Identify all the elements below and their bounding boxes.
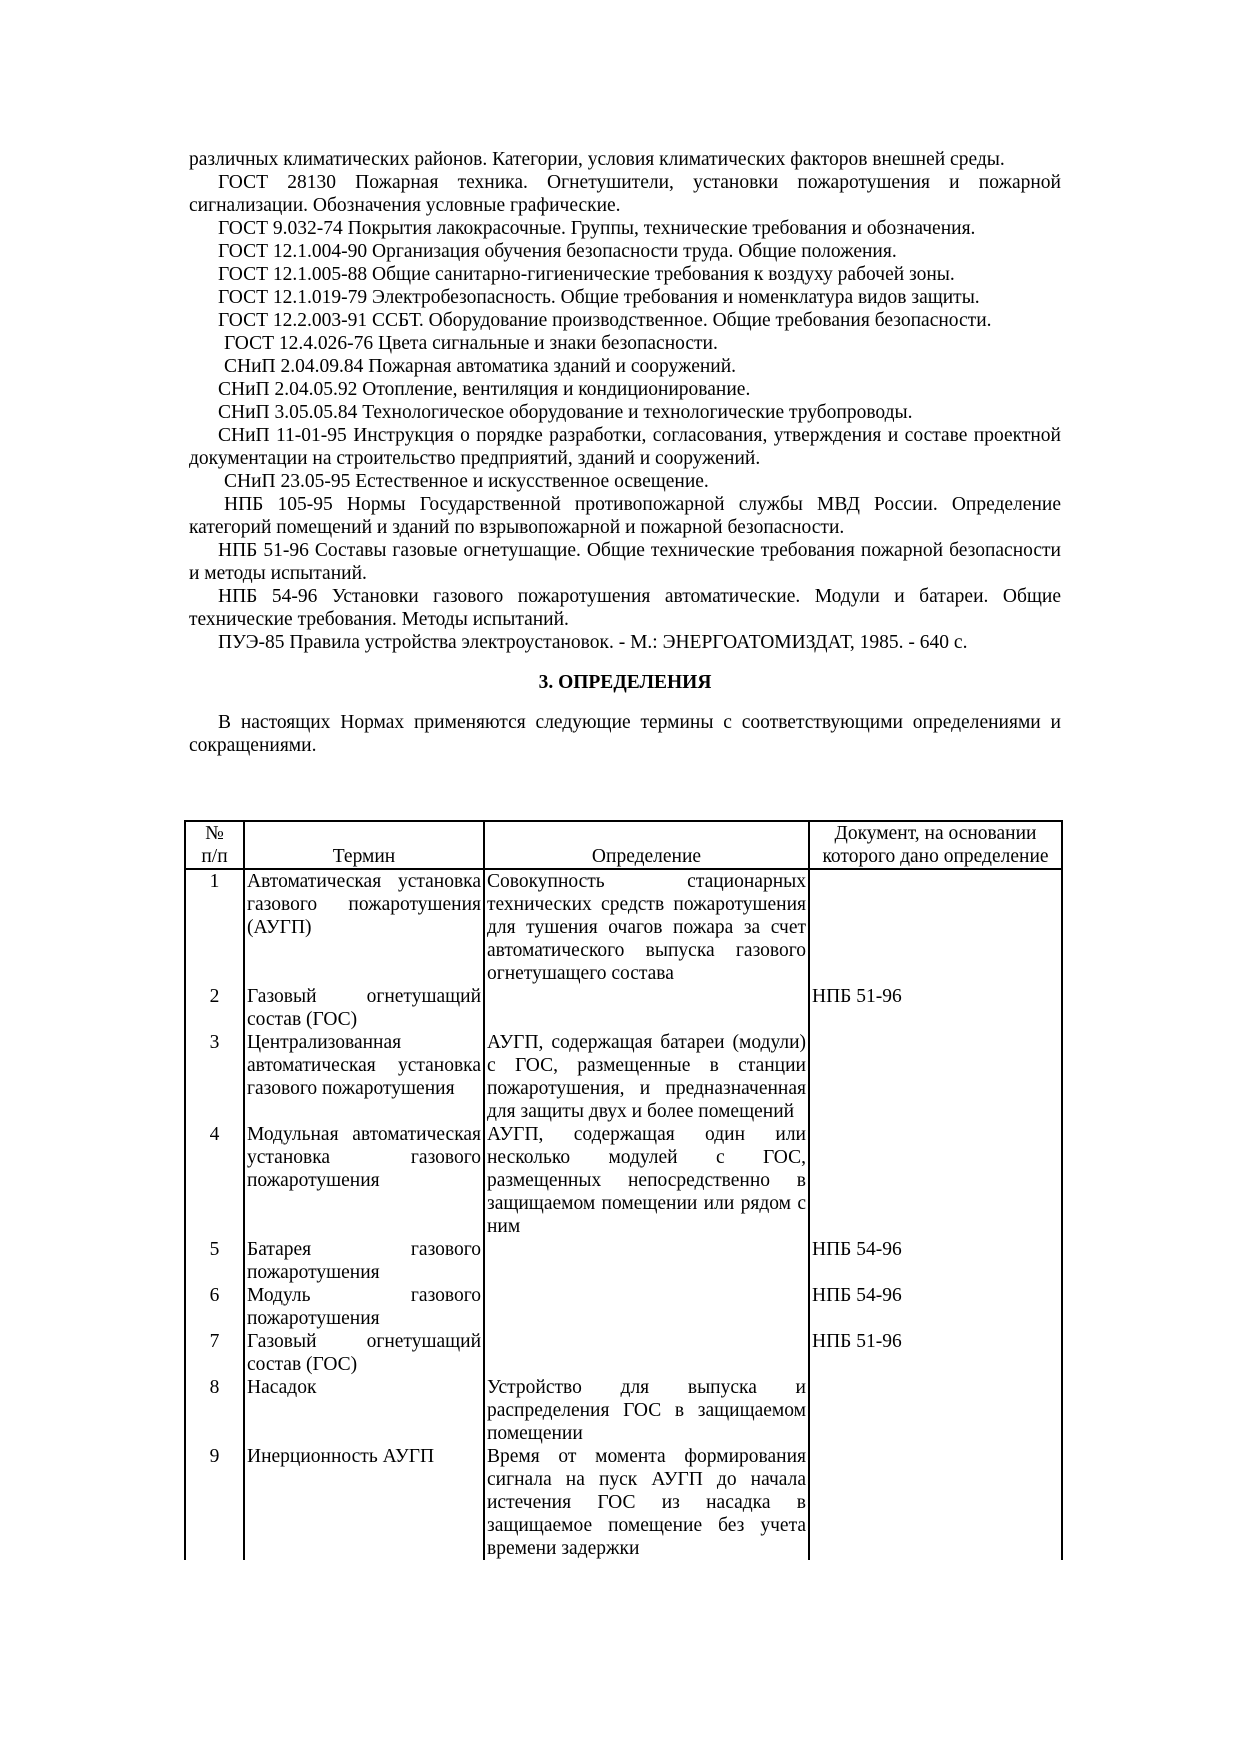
table-row	[185, 1376, 1062, 1445]
reference-item: ГОСТ 9.032-74 Покрытия лакокрасочные. Группы, технические требования и обозначения.	[218, 218, 976, 239]
row-definition: АУГП, содержащая один или несколько модулей с ГОС, размещенных непосредственно в защищаемом помещении или рядом с ним	[484, 1123, 809, 1238]
reference-item: ГОСТ 12.1.019-79 Электробезопасность. Общие требования и номенклатура видов защиты.	[218, 287, 980, 308]
reference-item: СНиП 2.04.09.84 Пожарная автоматика зданий и сооружений.	[224, 356, 737, 377]
row-term: Газовый огнетушащий состав (ГОС)	[244, 985, 484, 1031]
row-document	[809, 1445, 1062, 1560]
table-row	[185, 1238, 1062, 1284]
reference-item: ГОСТ 12.2.003-91 ССБТ. Оборудование производственное. Общие требования безопасности.	[218, 310, 992, 331]
reference-item: СНиП 11-01-95 Инструкция о порядке разработки, согласования, утверждения и составе проектной документации на строительство предприятий, зданий и сооружений.	[189, 425, 1061, 469]
table-row	[185, 869, 1062, 985]
row-num: 5	[185, 1238, 244, 1284]
row-term: Модуль газового пожаротушения	[244, 1284, 484, 1330]
row-definition: Совокупность стационарных технических средств пожаротушения для тушения очагов пожара за счет автоматического выпуска газового огнетушащего состава	[484, 869, 809, 985]
row-term: Насадок	[244, 1376, 484, 1445]
row-document	[809, 1123, 1062, 1238]
header-num-line2: п/п	[201, 846, 228, 867]
row-document	[809, 869, 1062, 985]
row-document: НПБ 51-96	[809, 985, 1062, 1031]
row-num: 6	[185, 1284, 244, 1330]
table-row	[185, 1330, 1062, 1376]
header-definition: Определение	[484, 821, 809, 869]
reference-item: НПБ 51-96 Составы газовые огнетушащие. Общие технические требования пожарной безопасности и методы испытаний.	[189, 540, 1061, 584]
row-term: Инерционность АУГП	[244, 1445, 484, 1560]
row-document: НПБ 51-96	[809, 1330, 1062, 1376]
row-term: Централизованная автоматическая установка газового пожаротушения	[244, 1031, 484, 1123]
row-definition: АУГП, содержащая батареи (модули) с ГОС, размещенные в станции пожаротушения, и предназначенная для защиты двух и более помещений	[484, 1031, 809, 1123]
reference-item: ГОСТ 28130 Пожарная техника. Огнетушители, установки пожаротушения и пожарной сигнализации. Обозначения условные графические.	[189, 172, 1061, 216]
section-title: 3. ОПРЕДЕЛЕНИЯ	[538, 672, 712, 693]
table-row	[185, 1445, 1062, 1560]
row-num: 9	[185, 1445, 244, 1560]
reference-continuation: различных климатических районов. Категории, условия климатических факторов внешней среды.	[189, 149, 1005, 170]
row-definition: Время от момента формирования сигнала на пуск АУГП до начала истечения ГОС из насадка в защищаемое помещение без учета времени задержки	[484, 1445, 809, 1560]
row-term: Батарея газового пожаротушения	[244, 1238, 484, 1284]
intro-paragraph: В настоящих Нормах применяются следующие термины с соответствующими определениями и сокращениями.	[189, 712, 1061, 756]
reference-item: СНиП 2.04.05.92 Отопление, вентиляция и кондиционирование.	[218, 379, 751, 400]
row-document: НПБ 54-96	[809, 1284, 1062, 1330]
reference-item: НПБ 54-96 Установки газового пожаротушения автоматические. Модули и батареи. Общие технические требования. Методы испытаний.	[189, 586, 1061, 630]
reference-item: СНиП 23.05-95 Естественное и искусственное освещение.	[224, 471, 709, 492]
row-num: 3	[185, 1031, 244, 1123]
row-term: Автоматическая установка газового пожаротушения (АУГП)	[244, 869, 484, 985]
row-document	[809, 1376, 1062, 1445]
table-row	[185, 1031, 1062, 1123]
definitions-table	[184, 820, 1063, 1560]
row-definition	[484, 1284, 809, 1330]
reference-item: ГОСТ 12.1.005-88 Общие санитарно-гигиенические требования к воздуху рабочей зоны.	[218, 264, 955, 285]
row-definition	[484, 985, 809, 1031]
table-row	[185, 985, 1062, 1031]
reference-item: ГОСТ 12.4.026-76 Цвета сигнальные и знаки безопасности.	[224, 333, 718, 354]
reference-item: ПУЭ-85 Правила устройства электроустановок. - М.: ЭНЕРГОАТОМИЗДАТ, 1985. - 640 с.	[218, 632, 968, 653]
header-num-line1: №	[205, 823, 224, 844]
table-row	[185, 1123, 1062, 1238]
row-document	[809, 1031, 1062, 1123]
row-num: 7	[185, 1330, 244, 1376]
row-term: Модульная автоматическая установка газового пожаротушения	[244, 1123, 484, 1238]
row-term: Газовый огнетушащий состав (ГОС)	[244, 1330, 484, 1376]
row-num: 8	[185, 1376, 244, 1445]
reference-item: ГОСТ 12.1.004-90 Организация обучения безопасности труда. Общие положения.	[218, 241, 897, 262]
row-definition	[484, 1330, 809, 1376]
table-row	[185, 1284, 1062, 1330]
row-definition	[484, 1238, 809, 1284]
row-num: 4	[185, 1123, 244, 1238]
reference-item: СНиП 3.05.05.84 Технологическое оборудование и технологические трубопроводы.	[218, 402, 913, 423]
header-term: Термин	[244, 821, 484, 869]
row-definition: Устройство для выпуска и распределения ГОС в защищаемом помещении	[484, 1376, 809, 1445]
document-page	[189, 148, 1061, 757]
reference-item: НПБ 105-95 Нормы Государственной противопожарной службы МВД России. Определение категорий помещений и зданий по взрывопожарной и пожарной безопасности.	[189, 494, 1061, 538]
row-num: 1	[185, 869, 244, 985]
row-num: 2	[185, 985, 244, 1031]
row-document: НПБ 54-96	[809, 1238, 1062, 1284]
header-document: Документ, на основании которого дано определение	[809, 821, 1062, 869]
table-header-row	[185, 821, 1062, 869]
header-num	[185, 821, 244, 869]
